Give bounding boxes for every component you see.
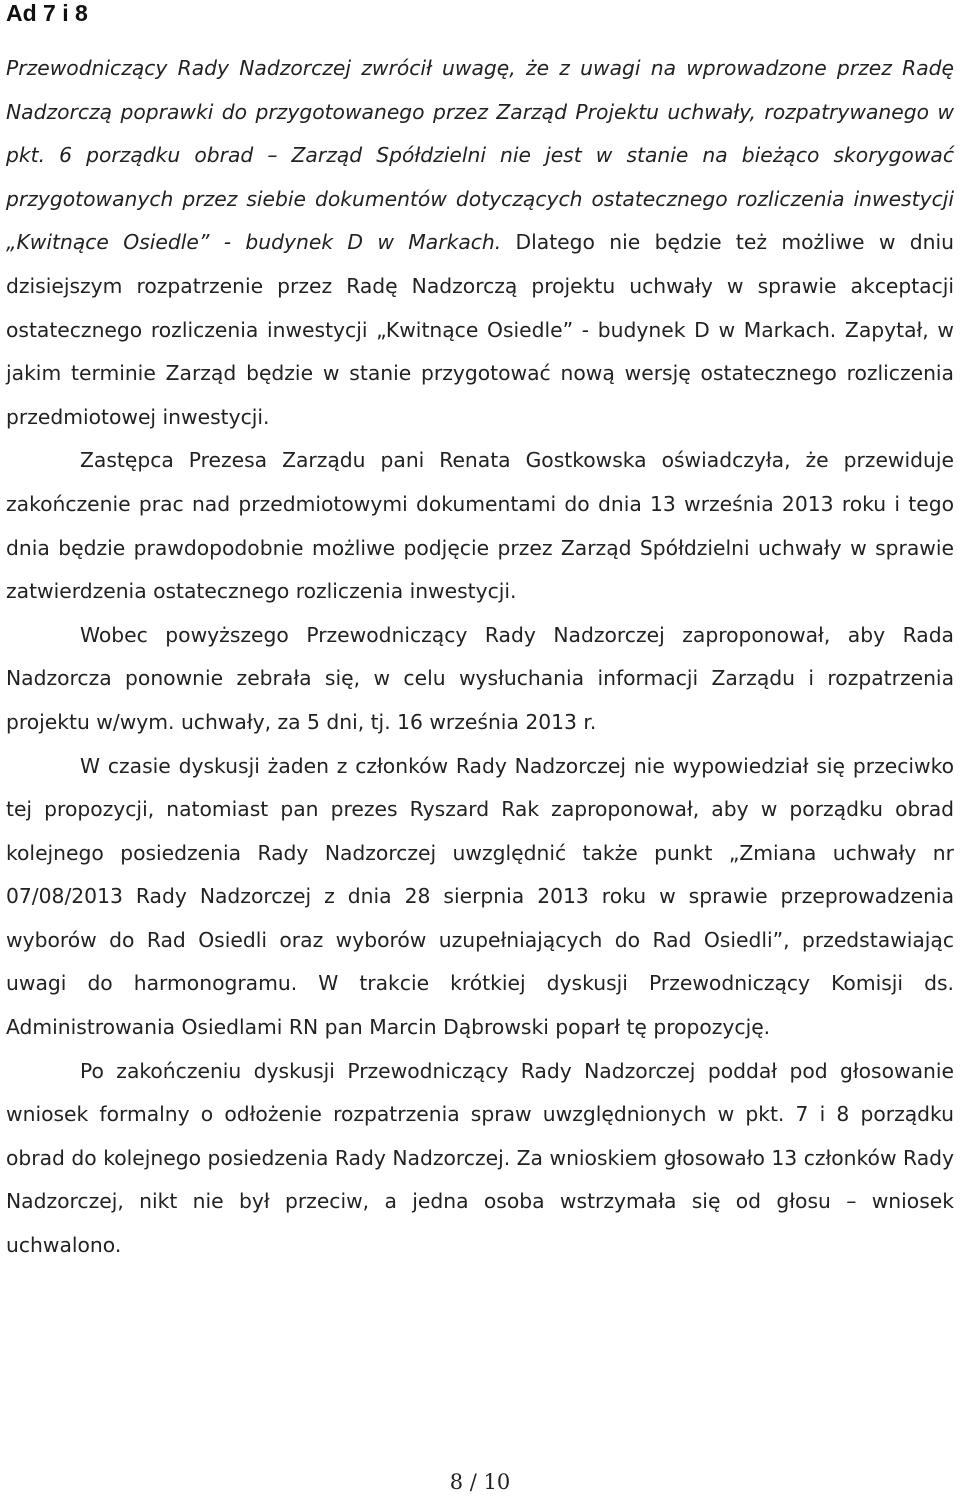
- paragraph-4: W czasie dyskusji żaden z członków Rady Nadzorczej nie wypowiedział się przeciwko tej propozycji, natomiast pan prezes Ryszard Rak zaproponował, aby w porządku obrad kolejnego posiedzenia Rady Nadzorczej uwzględnić także punkt „Zmiana uchwały nr 07/08/2013 Rady Nadzorczej z dnia 28 sierpnia 2013 roku w sprawie przeprowadzenia wyborów do Rad Osiedli oraz wyborów uzupełniających do Rad Osiedli”, przedstawiając uwagi do harmonogramu. W trakcie krótkiej dyskusji Przewodniczący Komisji ds. Administrowania Osiedlami RN pan Marcin Dąbrowski poparł tę propozycję.: [6, 753, 954, 1040]
- paragraph-2: Zastępca Prezesa Zarządu pani Renata Gostkowska oświadczyła, że przewiduje zakończenie prac nad przedmiotowymi dokumentami do dnia 13 września 2013 roku i tego dnia będzie prawdopodobnie możliwe podjęcie przez Zarząd Spółdzielni uchwały w sprawie zatwierdzenia ostatecznego rozliczenia inwestycji.: [6, 448, 954, 604]
- paragraph-5: Po zakończeniu dyskusji Przewodniczący Rady Nadzorczej poddał pod głosowanie wniosek formalny o odłożenie rozpatrzenia spraw uwzględnionych w pkt. 7 i 8 porządku obrad do kolejnego posiedzenia Rady Nadzorczej. Za wnioskiem głosowało 13 członków Rady Nadzorczej, nikt nie był przeciw, a jedna osoba wstrzymała się od głosu – wniosek uchwalono.: [6, 1058, 954, 1258]
- document-body: [6, 47, 954, 1268]
- paragraph-1-italic-text: Przewodniczący Rady Nadzorczej zwrócił uwagę, że z uwagi na wprowadzone przez Radę Nadzorczą poprawki do przygotowanego przez Zarząd Projektu uchwały, rozpatrywanego w pkt. 6 porządku obrad – Zarząd Spółdzielni nie jest w stanie na bieżąco skorygować przygotowanych przez siebie dokumentów dotyczących ostatecznego rozliczenia inwestycji „Kwitnące Osiedle” - budynek D w Markach.: [6, 56, 954, 255]
- section-heading: Ad 7 i 8: [6, 0, 88, 26]
- paragraph-1-text: Dlatego nie będzie też możliwe w dniu dzisiejszym rozpatrzenie przez Radę Nadzorczą projektu uchwały w sprawie akceptacji ostatecznego rozliczenia inwestycji „Kwitnące Osiedle” - budynek D w Markach. Zapytał, w jakim terminie Zarząd będzie w stanie przygotować nową wersję ostatecznego rozliczenia przedmiotowej inwestycji.: [6, 230, 954, 429]
- page-number: 8 / 10: [449, 1470, 511, 1494]
- paragraph-1: [6, 47, 954, 439]
- paragraph-3: Wobec powyższego Przewodniczący Rady Nadzorczej zaproponował, aby Rada Nadzorcza ponownie zebrała się, w celu wysłuchania informacji Zarządu i rozpatrzenia projektu w/wym. uchwały, za 5 dni, tj. 16 września 2013 r.: [6, 622, 954, 734]
